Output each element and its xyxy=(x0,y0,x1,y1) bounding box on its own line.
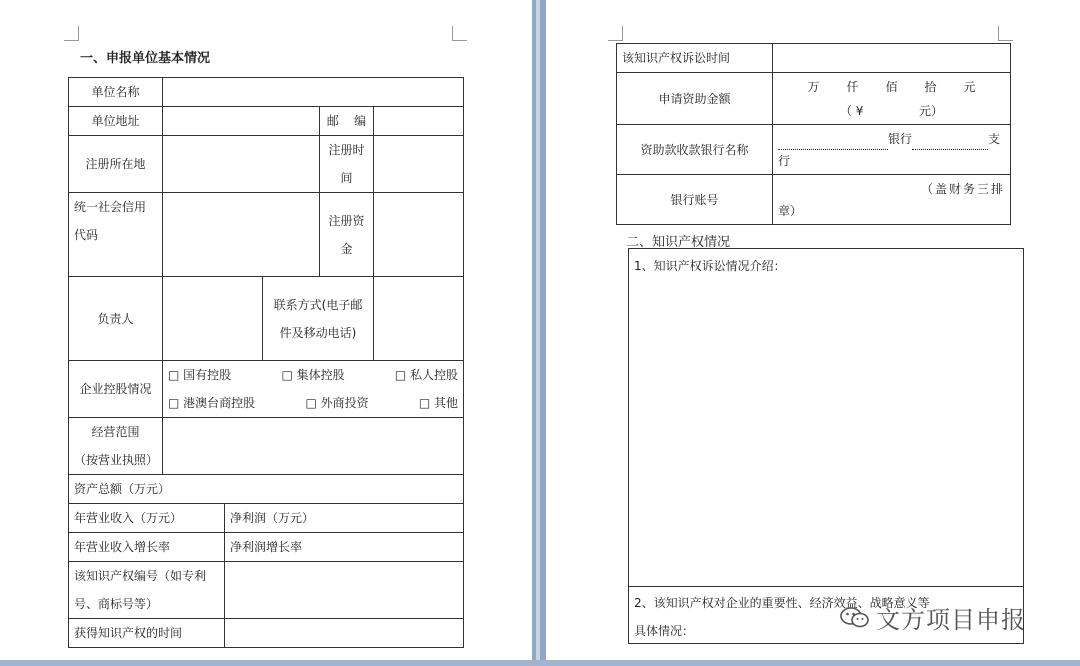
ip-item-detail: 具体情况： xyxy=(634,624,695,638)
unit-qian: 仟 xyxy=(846,79,859,94)
bank-account-field[interactable] xyxy=(773,175,1011,225)
registration-time-field[interactable] xyxy=(374,136,464,193)
ip-item-importance: 2、该知识产权对企业的重要性、经济效益、战略意义等 xyxy=(634,596,930,610)
label-registration-time: 注册时间 xyxy=(320,136,374,193)
ip-item-litigation: 1、知识产权诉讼情况介绍： xyxy=(634,259,786,273)
bank-word: 银行 xyxy=(888,131,913,146)
postcode-field[interactable] xyxy=(374,107,464,136)
business-scope-field[interactable] xyxy=(163,418,464,475)
ip-number-field[interactable] xyxy=(225,562,464,619)
checkbox-hk-macao-taiwan[interactable]: □ 港澳台商控股 xyxy=(168,396,256,410)
credit-code-field[interactable] xyxy=(163,193,320,277)
label-ip-time: 获得知识产权的时间 xyxy=(69,619,225,648)
bottom-status-band xyxy=(0,660,1080,666)
funding-amount-field[interactable] xyxy=(773,73,1011,125)
unit-wan: 万 xyxy=(807,79,820,94)
label-funding-amount: 申请资助金额 xyxy=(617,73,773,125)
branch-word-2: 行 xyxy=(778,153,791,168)
page-corner-mark xyxy=(64,26,79,41)
label-business-scope xyxy=(69,418,163,475)
section-title-basic-info: 一、申报单位基本情况 xyxy=(80,51,211,66)
label-profit-growth[interactable]: 净利润增长率 xyxy=(225,533,464,562)
bank-name-field[interactable] xyxy=(773,125,1011,175)
registered-capital-field[interactable] xyxy=(374,193,464,277)
checkbox-other[interactable]: □ 其他 xyxy=(418,396,459,410)
label-net-profit[interactable]: 净利润（万元） xyxy=(225,504,464,533)
label-bank-name: 资助款收款银行名称 xyxy=(617,125,773,175)
watermark-text: 文方项目申报 xyxy=(876,606,1026,634)
page-corner-mark xyxy=(998,26,1013,41)
person-in-charge-field[interactable] xyxy=(163,277,263,361)
label-credit-code: 统一社会信用代码 xyxy=(69,193,163,277)
seal-note-line1: （盖财务三排 xyxy=(920,181,1005,196)
label-ip-number: 该知识产权编号（如专利号、商标号等） xyxy=(69,562,225,619)
unit-yuan: 元 xyxy=(963,79,976,94)
branch-word-1: 支 xyxy=(988,131,1001,146)
checkbox-state-owned[interactable]: □ 国有控股 xyxy=(168,368,232,382)
label-annual-revenue[interactable]: 年营业收入（万元） xyxy=(69,504,225,533)
unit-address-field[interactable] xyxy=(163,107,320,136)
label-revenue-growth[interactable]: 年营业收入增长率 xyxy=(69,533,225,562)
label-business-scope-line1: 经营范围 xyxy=(91,425,140,439)
checkbox-collective[interactable]: □ 集体控股 xyxy=(281,368,345,382)
seal-note-line2: 章） xyxy=(778,203,803,218)
basic-info-table xyxy=(68,77,464,648)
label-registered-capital: 注册资金 xyxy=(320,193,374,277)
label-bank-account: 银行账号 xyxy=(617,175,773,225)
wechat-icon xyxy=(840,607,870,629)
ip-box-divider xyxy=(629,586,1023,587)
label-postcode: 邮 编 xyxy=(320,107,374,136)
label-business-scope-line2: （按营业执照） xyxy=(74,453,159,467)
page-gutter xyxy=(532,0,546,666)
ip-info-box[interactable] xyxy=(628,248,1024,644)
unit-name-field[interactable] xyxy=(163,78,464,107)
funding-table xyxy=(616,43,1011,225)
label-contact: 联系方式(电子邮件及移动电话) xyxy=(263,277,374,361)
watermark xyxy=(840,600,1026,635)
unit-shi: 拾 xyxy=(924,79,937,94)
document-page-left xyxy=(0,0,532,666)
holding-options xyxy=(163,361,464,418)
ip-time-field[interactable] xyxy=(225,619,464,648)
checkbox-foreign[interactable]: □ 外商投资 xyxy=(305,396,369,410)
page-corner-mark xyxy=(608,26,623,41)
label-registered-place: 注册所在地 xyxy=(69,136,163,193)
label-person-in-charge: 负责人 xyxy=(69,277,163,361)
section-title-ip: 二、知识产权情况 xyxy=(626,235,731,250)
label-total-assets[interactable]: 资产总额（万元） xyxy=(69,475,464,504)
amount-paren-open: （ ¥ xyxy=(839,103,864,118)
page-corner-mark xyxy=(452,26,467,41)
contact-field[interactable] xyxy=(374,277,464,361)
label-unit-address: 单位地址 xyxy=(69,107,163,136)
registered-place-field[interactable] xyxy=(163,136,320,193)
label-litigation-time: 该知识产权诉讼时间 xyxy=(617,44,773,73)
label-unit-name: 单位名称 xyxy=(69,78,163,107)
checkbox-private[interactable]: □ 私人控股 xyxy=(394,368,459,382)
litigation-time-field[interactable] xyxy=(773,44,1011,73)
label-holding: 企业控股情况 xyxy=(69,361,163,418)
amount-paren-close: 元） xyxy=(919,103,944,118)
unit-bai: 佰 xyxy=(885,79,898,94)
